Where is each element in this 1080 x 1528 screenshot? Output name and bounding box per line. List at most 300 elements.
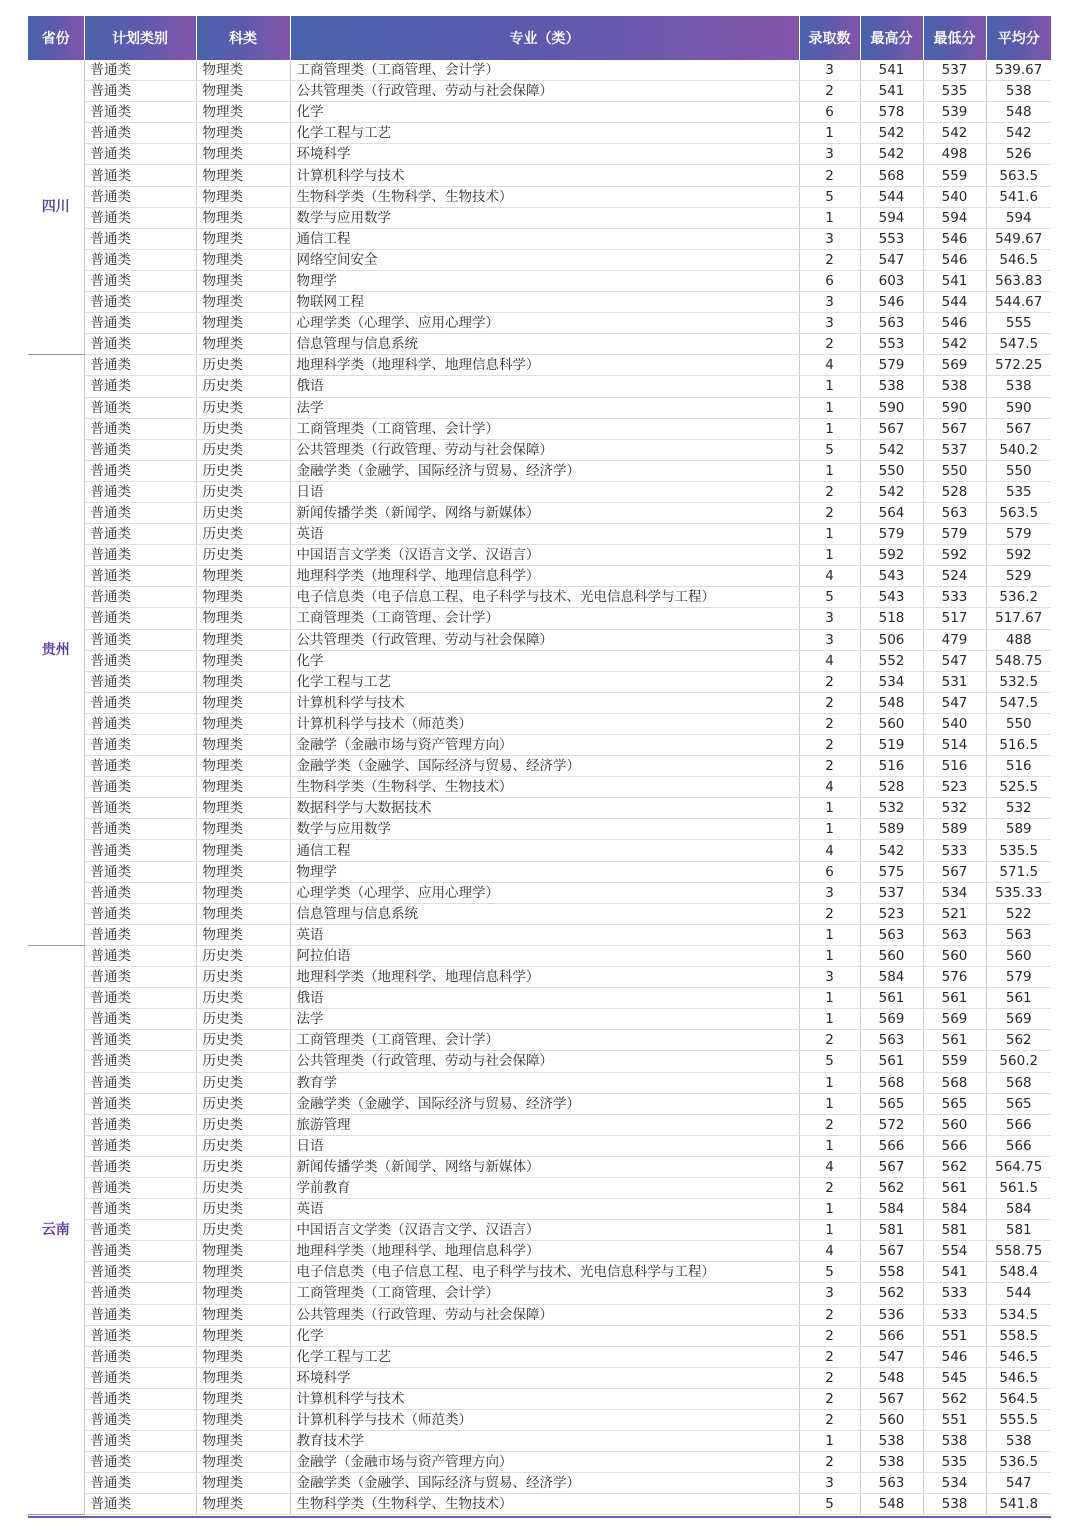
max-score-cell: 542	[860, 481, 923, 502]
major-cell: 公共管理类（行政管理、劳动与社会保障）	[290, 629, 799, 650]
plan-type-cell: 普通类	[84, 418, 196, 439]
major-cell: 信息管理与信息系统	[290, 334, 799, 355]
admitted-count-cell: 1	[799, 418, 860, 439]
plan-type-cell: 普通类	[84, 1241, 196, 1262]
plan-type-cell: 普通类	[84, 924, 196, 945]
plan-type-cell: 普通类	[84, 81, 196, 102]
major-cell: 金融学（金融市场与资产管理方向）	[290, 1452, 799, 1473]
major-cell: 生物科学类（生物科学、生物技术）	[290, 186, 799, 207]
admitted-count-cell: 3	[799, 313, 860, 334]
major-cell: 法学	[290, 397, 799, 418]
max-score-cell: 548	[860, 1367, 923, 1388]
header-major: 专业（类）	[290, 16, 799, 60]
plan-type-cell: 普通类	[84, 1431, 196, 1452]
admitted-count-cell: 2	[799, 713, 860, 734]
subject-type-cell: 物理类	[196, 292, 290, 313]
min-score-cell: 576	[923, 967, 986, 988]
min-score-cell: 547	[923, 650, 986, 671]
plan-type-cell: 普通类	[84, 1199, 196, 1220]
header-subject-type: 科类	[196, 16, 290, 60]
plan-type-cell: 普通类	[84, 1494, 196, 1515]
admitted-count-cell: 1	[799, 524, 860, 545]
table-row	[28, 439, 1051, 460]
min-score-cell: 590	[923, 397, 986, 418]
admitted-count-cell: 3	[799, 882, 860, 903]
max-score-cell: 506	[860, 629, 923, 650]
table-row	[28, 228, 1051, 249]
avg-score-cell: 579	[986, 967, 1051, 988]
table-row	[28, 123, 1051, 144]
subject-type-cell: 物理类	[196, 334, 290, 355]
max-score-cell: 541	[860, 81, 923, 102]
min-score-cell: 559	[923, 165, 986, 186]
avg-score-cell: 544.67	[986, 292, 1051, 313]
table-row	[28, 1452, 1051, 1473]
max-score-cell: 542	[860, 439, 923, 460]
major-cell: 金融学类（金融学、国际经济与贸易、经济学）	[290, 1093, 799, 1114]
table-row	[28, 1030, 1051, 1051]
plan-type-cell: 普通类	[84, 1009, 196, 1030]
subject-type-cell: 历史类	[196, 1199, 290, 1220]
avg-score-cell: 546.5	[986, 1367, 1051, 1388]
table-row	[28, 1009, 1051, 1030]
avg-score-cell: 564.75	[986, 1156, 1051, 1177]
min-score-cell: 541	[923, 270, 986, 291]
plan-type-cell: 普通类	[84, 207, 196, 228]
max-score-cell: 538	[860, 376, 923, 397]
plan-type-cell: 普通类	[84, 186, 196, 207]
table-header	[28, 16, 1051, 60]
min-score-cell: 516	[923, 756, 986, 777]
max-score-cell: 561	[860, 988, 923, 1009]
plan-type-cell: 普通类	[84, 1114, 196, 1135]
table-row	[28, 566, 1051, 587]
admitted-count-cell: 6	[799, 270, 860, 291]
max-score-cell: 560	[860, 1410, 923, 1431]
subject-type-cell: 物理类	[196, 313, 290, 334]
admitted-count-cell: 2	[799, 903, 860, 924]
min-score-cell: 561	[923, 1177, 986, 1198]
plan-type-cell: 普通类	[84, 228, 196, 249]
table-row	[28, 650, 1051, 671]
admitted-count-cell: 1	[799, 1072, 860, 1093]
avg-score-cell: 542	[986, 123, 1051, 144]
subject-type-cell: 物理类	[196, 924, 290, 945]
plan-type-cell: 普通类	[84, 439, 196, 460]
major-cell: 物理学	[290, 270, 799, 291]
admitted-count-cell: 6	[799, 861, 860, 882]
major-cell: 心理学类（心理学、应用心理学）	[290, 313, 799, 334]
max-score-cell: 537	[860, 882, 923, 903]
max-score-cell: 542	[860, 840, 923, 861]
min-score-cell: 521	[923, 903, 986, 924]
avg-score-cell: 536.2	[986, 587, 1051, 608]
subject-type-cell: 物理类	[196, 207, 290, 228]
admitted-count-cell: 2	[799, 1410, 860, 1431]
admitted-count-cell: 2	[799, 249, 860, 270]
min-score-cell: 534	[923, 1473, 986, 1494]
major-cell: 金融学类（金融学、国际经济与贸易、经济学）	[290, 460, 799, 481]
max-score-cell: 566	[860, 1135, 923, 1156]
max-score-cell: 568	[860, 1072, 923, 1093]
major-cell: 心理学类（心理学、应用心理学）	[290, 882, 799, 903]
major-cell: 计算机科学与技术	[290, 165, 799, 186]
table-row	[28, 102, 1051, 123]
avg-score-cell: 564.5	[986, 1388, 1051, 1409]
major-cell: 日语	[290, 1135, 799, 1156]
table-row	[28, 292, 1051, 313]
table-row	[28, 735, 1051, 756]
table-row	[28, 1051, 1051, 1072]
avg-score-cell: 535.33	[986, 882, 1051, 903]
avg-score-cell: 563.5	[986, 165, 1051, 186]
avg-score-cell: 541.6	[986, 186, 1051, 207]
subject-type-cell: 物理类	[196, 756, 290, 777]
avg-score-cell: 548	[986, 102, 1051, 123]
subject-type-cell: 物理类	[196, 1367, 290, 1388]
subject-type-cell: 物理类	[196, 1452, 290, 1473]
subject-type-cell: 历史类	[196, 945, 290, 966]
admitted-count-cell: 2	[799, 692, 860, 713]
avg-score-cell: 581	[986, 1220, 1051, 1241]
avg-score-cell: 550	[986, 460, 1051, 481]
table-row	[28, 1304, 1051, 1325]
table-row	[28, 629, 1051, 650]
subject-type-cell: 物理类	[196, 650, 290, 671]
plan-type-cell: 普通类	[84, 376, 196, 397]
max-score-cell: 567	[860, 1156, 923, 1177]
min-score-cell: 561	[923, 988, 986, 1009]
min-score-cell: 545	[923, 1367, 986, 1388]
min-score-cell: 535	[923, 81, 986, 102]
admitted-count-cell: 1	[799, 798, 860, 819]
table-row	[28, 903, 1051, 924]
major-cell: 地理科学类（地理科学、地理信息科学）	[290, 967, 799, 988]
max-score-cell: 567	[860, 1241, 923, 1262]
admitted-count-cell: 1	[799, 123, 860, 144]
major-cell: 公共管理类（行政管理、劳动与社会保障）	[290, 1304, 799, 1325]
subject-type-cell: 历史类	[196, 1156, 290, 1177]
avg-score-cell: 589	[986, 819, 1051, 840]
avg-score-cell: 488	[986, 629, 1051, 650]
max-score-cell: 578	[860, 102, 923, 123]
min-score-cell: 523	[923, 777, 986, 798]
header-min-score: 最低分	[923, 16, 986, 60]
subject-type-cell: 历史类	[196, 397, 290, 418]
max-score-cell: 579	[860, 524, 923, 545]
min-score-cell: 565	[923, 1093, 986, 1114]
min-score-cell: 568	[923, 1072, 986, 1093]
max-score-cell: 579	[860, 355, 923, 376]
max-score-cell: 547	[860, 1346, 923, 1367]
admitted-count-cell: 3	[799, 1283, 860, 1304]
plan-type-cell: 普通类	[84, 819, 196, 840]
min-score-cell: 569	[923, 1009, 986, 1030]
table-row	[28, 355, 1051, 376]
major-cell: 俄语	[290, 376, 799, 397]
subject-type-cell: 历史类	[196, 988, 290, 1009]
admitted-count-cell: 5	[799, 1494, 860, 1515]
min-score-cell: 579	[923, 524, 986, 545]
max-score-cell: 561	[860, 1051, 923, 1072]
admitted-count-cell: 3	[799, 608, 860, 629]
table-row	[28, 861, 1051, 882]
plan-type-cell: 普通类	[84, 713, 196, 734]
avg-score-cell: 548.75	[986, 650, 1051, 671]
admitted-count-cell: 3	[799, 60, 860, 81]
major-cell: 数据科学与大数据技术	[290, 798, 799, 819]
subject-type-cell: 物理类	[196, 228, 290, 249]
avg-score-cell: 526	[986, 144, 1051, 165]
avg-score-cell: 541.8	[986, 1494, 1051, 1515]
major-cell: 工商管理类（工商管理、会计学）	[290, 1283, 799, 1304]
subject-type-cell: 物理类	[196, 270, 290, 291]
max-score-cell: 575	[860, 861, 923, 882]
avg-score-cell: 540.2	[986, 439, 1051, 460]
plan-type-cell: 普通类	[84, 1473, 196, 1494]
admitted-count-cell: 4	[799, 566, 860, 587]
min-score-cell: 533	[923, 587, 986, 608]
province-cell: 云南	[28, 945, 84, 1515]
table-row	[28, 186, 1051, 207]
admitted-count-cell: 2	[799, 1114, 860, 1135]
max-score-cell: 584	[860, 1199, 923, 1220]
max-score-cell: 543	[860, 566, 923, 587]
major-cell: 化学工程与工艺	[290, 671, 799, 692]
major-cell: 工商管理类（工商管理、会计学）	[290, 418, 799, 439]
major-cell: 通信工程	[290, 840, 799, 861]
plan-type-cell: 普通类	[84, 102, 196, 123]
plan-type-cell: 普通类	[84, 502, 196, 523]
admitted-count-cell: 6	[799, 102, 860, 123]
major-cell: 地理科学类（地理科学、地理信息科学）	[290, 355, 799, 376]
subject-type-cell: 历史类	[196, 418, 290, 439]
admitted-count-cell: 3	[799, 967, 860, 988]
min-score-cell: 546	[923, 1346, 986, 1367]
max-score-cell: 548	[860, 1494, 923, 1515]
max-score-cell: 518	[860, 608, 923, 629]
max-score-cell: 589	[860, 819, 923, 840]
major-cell: 新闻传播学类（新闻学、网络与新媒体）	[290, 1156, 799, 1177]
subject-type-cell: 历史类	[196, 460, 290, 481]
plan-type-cell: 普通类	[84, 608, 196, 629]
plan-type-cell: 普通类	[84, 671, 196, 692]
subject-type-cell: 物理类	[196, 102, 290, 123]
min-score-cell: 533	[923, 840, 986, 861]
min-score-cell: 542	[923, 123, 986, 144]
plan-type-cell: 普通类	[84, 735, 196, 756]
avg-score-cell: 532.5	[986, 671, 1051, 692]
table-row	[28, 1473, 1051, 1494]
min-score-cell: 539	[923, 102, 986, 123]
plan-type-cell: 普通类	[84, 1325, 196, 1346]
min-score-cell: 538	[923, 1431, 986, 1452]
max-score-cell: 592	[860, 545, 923, 566]
admitted-count-cell: 1	[799, 207, 860, 228]
major-cell: 阿拉伯语	[290, 945, 799, 966]
avg-score-cell: 555	[986, 313, 1051, 334]
plan-type-cell: 普通类	[84, 1135, 196, 1156]
avg-score-cell: 547.5	[986, 692, 1051, 713]
subject-type-cell: 物理类	[196, 671, 290, 692]
max-score-cell: 563	[860, 924, 923, 945]
min-score-cell: 560	[923, 945, 986, 966]
subject-type-cell: 历史类	[196, 967, 290, 988]
table-row	[28, 481, 1051, 502]
avg-score-cell: 529	[986, 566, 1051, 587]
avg-score-cell: 535.5	[986, 840, 1051, 861]
table-row	[28, 376, 1051, 397]
table-row	[28, 1241, 1051, 1262]
admitted-count-cell: 2	[799, 1367, 860, 1388]
table-row	[28, 60, 1051, 81]
major-cell: 网络空间安全	[290, 249, 799, 270]
subject-type-cell: 历史类	[196, 1220, 290, 1241]
admitted-count-cell: 2	[799, 1030, 860, 1051]
major-cell: 公共管理类（行政管理、劳动与社会保障）	[290, 439, 799, 460]
plan-type-cell: 普通类	[84, 1452, 196, 1473]
major-cell: 公共管理类（行政管理、劳动与社会保障）	[290, 1051, 799, 1072]
max-score-cell: 584	[860, 967, 923, 988]
table-row	[28, 270, 1051, 291]
avg-score-cell: 522	[986, 903, 1051, 924]
major-cell: 金融学类（金融学、国际经济与贸易、经济学）	[290, 756, 799, 777]
plan-type-cell: 普通类	[84, 1177, 196, 1198]
max-score-cell: 550	[860, 460, 923, 481]
avg-score-cell: 534.5	[986, 1304, 1051, 1325]
avg-score-cell: 584	[986, 1199, 1051, 1220]
table-row	[28, 1325, 1051, 1346]
plan-type-cell: 普通类	[84, 1304, 196, 1325]
table-row	[28, 545, 1051, 566]
subject-type-cell: 物理类	[196, 186, 290, 207]
avg-score-cell: 567	[986, 418, 1051, 439]
major-cell: 计算机科学与技术	[290, 692, 799, 713]
min-score-cell: 581	[923, 1220, 986, 1241]
plan-type-cell: 普通类	[84, 1030, 196, 1051]
major-cell: 地理科学类（地理科学、地理信息科学）	[290, 566, 799, 587]
avg-score-cell: 525.5	[986, 777, 1051, 798]
admitted-count-cell: 2	[799, 756, 860, 777]
subject-type-cell: 历史类	[196, 1051, 290, 1072]
major-cell: 化学	[290, 650, 799, 671]
min-score-cell: 535	[923, 1452, 986, 1473]
plan-type-cell: 普通类	[84, 861, 196, 882]
subject-type-cell: 历史类	[196, 1114, 290, 1135]
max-score-cell: 553	[860, 228, 923, 249]
table-row	[28, 1072, 1051, 1093]
min-score-cell: 531	[923, 671, 986, 692]
table-row	[28, 1410, 1051, 1431]
avg-score-cell: 571.5	[986, 861, 1051, 882]
subject-type-cell: 物理类	[196, 81, 290, 102]
plan-type-cell: 普通类	[84, 397, 196, 418]
table-row	[28, 840, 1051, 861]
admitted-count-cell: 2	[799, 1325, 860, 1346]
min-score-cell: 551	[923, 1325, 986, 1346]
major-cell: 地理科学类（地理科学、地理信息科学）	[290, 1241, 799, 1262]
subject-type-cell: 物理类	[196, 1388, 290, 1409]
max-score-cell: 519	[860, 735, 923, 756]
admitted-count-cell: 2	[799, 81, 860, 102]
plan-type-cell: 普通类	[84, 777, 196, 798]
subject-type-cell: 物理类	[196, 608, 290, 629]
table-row	[28, 1367, 1051, 1388]
subject-type-cell: 物理类	[196, 735, 290, 756]
avg-score-cell: 550	[986, 713, 1051, 734]
admitted-count-cell: 1	[799, 1199, 860, 1220]
subject-type-cell: 物理类	[196, 1325, 290, 1346]
min-score-cell: 533	[923, 1283, 986, 1304]
subject-type-cell: 物理类	[196, 819, 290, 840]
admitted-count-cell: 1	[799, 545, 860, 566]
plan-type-cell: 普通类	[84, 334, 196, 355]
avg-score-cell: 558.75	[986, 1241, 1051, 1262]
avg-score-cell: 535	[986, 481, 1051, 502]
table-row	[28, 460, 1051, 481]
subject-type-cell: 历史类	[196, 1135, 290, 1156]
plan-type-cell: 普通类	[84, 1283, 196, 1304]
plan-type-cell: 普通类	[84, 165, 196, 186]
min-score-cell: 589	[923, 819, 986, 840]
admitted-count-cell: 1	[799, 819, 860, 840]
table-row	[28, 502, 1051, 523]
plan-type-cell: 普通类	[84, 587, 196, 608]
avg-score-cell: 561	[986, 988, 1051, 1009]
subject-type-cell: 物理类	[196, 60, 290, 81]
admitted-count-cell: 1	[799, 460, 860, 481]
admitted-count-cell: 4	[799, 650, 860, 671]
min-score-cell: 546	[923, 313, 986, 334]
table-body	[28, 60, 1051, 1515]
plan-type-cell: 普通类	[84, 1072, 196, 1093]
major-cell: 生物科学类（生物科学、生物技术）	[290, 777, 799, 798]
table-row	[28, 777, 1051, 798]
major-cell: 教育学	[290, 1072, 799, 1093]
min-score-cell: 540	[923, 713, 986, 734]
avg-score-cell: 555.5	[986, 1410, 1051, 1431]
max-score-cell: 548	[860, 692, 923, 713]
subject-type-cell: 历史类	[196, 1072, 290, 1093]
subject-type-cell: 物理类	[196, 903, 290, 924]
major-cell: 计算机科学与技术	[290, 1388, 799, 1409]
avg-score-cell: 590	[986, 397, 1051, 418]
major-cell: 教育技术学	[290, 1431, 799, 1452]
plan-type-cell: 普通类	[84, 545, 196, 566]
max-score-cell: 552	[860, 650, 923, 671]
major-cell: 英语	[290, 524, 799, 545]
subject-type-cell: 历史类	[196, 502, 290, 523]
min-score-cell: 538	[923, 1494, 986, 1515]
max-score-cell: 603	[860, 270, 923, 291]
avg-score-cell: 560.2	[986, 1051, 1051, 1072]
max-score-cell: 547	[860, 249, 923, 270]
subject-type-cell: 物理类	[196, 566, 290, 587]
major-cell: 环境科学	[290, 1367, 799, 1388]
subject-type-cell: 历史类	[196, 1177, 290, 1198]
subject-type-cell: 物理类	[196, 1431, 290, 1452]
avg-score-cell: 569	[986, 1009, 1051, 1030]
max-score-cell: 567	[860, 418, 923, 439]
min-score-cell: 479	[923, 629, 986, 650]
table-row	[28, 692, 1051, 713]
table-row	[28, 1114, 1051, 1135]
province-cell: 四川	[28, 60, 84, 355]
plan-type-cell: 普通类	[84, 692, 196, 713]
subject-type-cell: 物理类	[196, 1304, 290, 1325]
avg-score-cell: 560	[986, 945, 1051, 966]
min-score-cell: 562	[923, 1388, 986, 1409]
